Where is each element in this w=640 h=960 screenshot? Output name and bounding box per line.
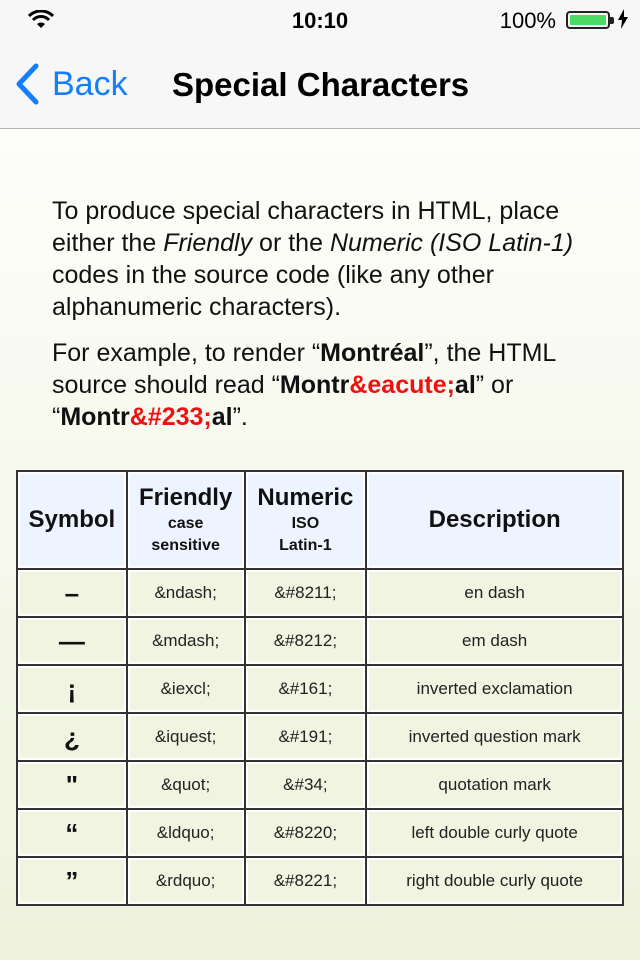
cell-friendly: &iquest; [128,714,246,762]
numeric-term: Numeric (ISO Latin-1) [329,229,574,257]
table-row [18,858,624,906]
charging-bolt-icon [618,9,628,29]
cell-description: left double curly quote [367,810,624,858]
cell-symbol: " [18,762,128,810]
cell-friendly: &rdquo; [128,858,246,906]
cell-friendly: &iexcl; [128,666,246,714]
header-friendly: Friendly case sensitive [128,472,246,570]
status-time: 10:10 [291,8,349,33]
special-characters-table [16,470,624,906]
intro-text [52,195,612,447]
cell-description: inverted exclamation [367,666,624,714]
table-row [18,714,624,762]
example-friendly-code: &eacute; [349,371,455,399]
cell-description: inverted question mark [367,714,624,762]
navigation-bar [0,40,640,129]
back-button[interactable] [14,62,128,106]
table-header-row [18,472,624,570]
cell-symbol: – [18,570,128,618]
table-row [18,618,624,666]
table-row [18,810,624,858]
cell-numeric: &#8212; [246,618,368,666]
cell-friendly: &quot; [128,762,246,810]
cell-symbol: “ [18,810,128,858]
cell-description: em dash [367,618,624,666]
battery-percent: 100% [499,8,556,33]
intro-paragraph-2: For example, to render “Montréal”, the HTML source should read “Montr&eacute;al” or “Montr&#233;al”. [52,339,556,431]
cell-symbol: ¿ [18,714,128,762]
battery-icon [566,11,610,29]
cell-description: quotation mark [367,762,624,810]
battery-fill [570,15,606,25]
table-row [18,570,624,618]
header-symbol: Symbol [18,472,128,570]
intro-paragraph-1: To produce special characters in HTML, place either the Friendly or the Numeric (ISO Latin-1) codes in the source code (like any other alphanumeric characters). [52,197,574,321]
cell-numeric: &#191; [246,714,368,762]
table-row [18,762,624,810]
cell-symbol: — [18,618,128,666]
example-word: Montréal [320,339,425,367]
chevron-left-icon [14,63,40,105]
cell-description: right double curly quote [367,858,624,906]
cell-numeric: &#8220; [246,810,368,858]
back-label: Back [52,64,128,103]
example-numeric-code: &#233; [129,403,212,431]
cell-numeric: &#34; [246,762,368,810]
header-numeric: Numeric ISO Latin-1 [246,472,368,570]
cell-friendly: &ndash; [128,570,246,618]
cell-numeric: &#8211; [246,570,368,618]
cell-symbol: ¡ [18,666,128,714]
cell-friendly: &mdash; [128,618,246,666]
cell-numeric: &#8221; [246,858,368,906]
friendly-term: Friendly [163,229,253,257]
cell-description: en dash [367,570,624,618]
cell-symbol: ” [18,858,128,906]
page-title: Special Characters [172,66,470,103]
header-description: Description [367,472,624,570]
status-bar [0,0,640,40]
cell-friendly: &ldquo; [128,810,246,858]
cell-numeric: &#161; [246,666,368,714]
table-row [18,666,624,714]
